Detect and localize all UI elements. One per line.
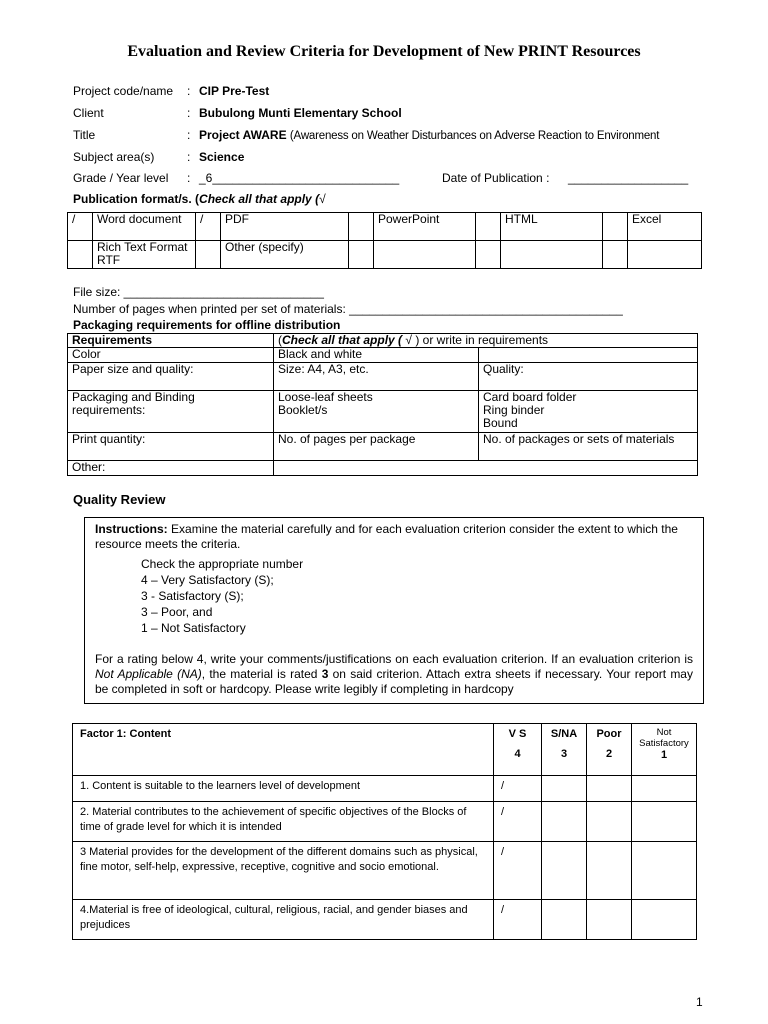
check-cell[interactable] <box>349 213 374 241</box>
checkmark-icon: √ <box>319 192 326 206</box>
check-cell[interactable] <box>603 213 628 241</box>
empty-cell <box>501 241 603 269</box>
req-option[interactable]: Black and white <box>274 348 479 363</box>
colon: : <box>187 171 191 185</box>
checkmark-icon: √ <box>405 333 412 347</box>
instructions-label: Instructions: <box>95 522 168 536</box>
client-value: Bubulong Munti Elementary School <box>199 106 402 120</box>
req-option[interactable]: No. of pages per package <box>274 433 479 461</box>
colon: : <box>187 84 191 98</box>
instructions-paragraph <box>95 522 693 552</box>
check-line: Check the appropriate number <box>141 557 304 571</box>
col-sna <box>542 724 587 776</box>
note-text-b: , the material is rated <box>201 667 318 681</box>
col-ns-number: 1 <box>660 749 668 761</box>
rating-cell-poor[interactable] <box>587 900 632 940</box>
check-cell[interactable]: / <box>68 213 93 241</box>
format-powerpoint: PowerPoint <box>374 213 476 241</box>
rating-cell-vs[interactable]: / <box>494 900 542 940</box>
factor-header: Factor 1: Content <box>73 724 494 776</box>
table-row <box>73 776 697 802</box>
rating-cell-sna[interactable] <box>542 776 587 802</box>
table-row <box>73 900 697 940</box>
header-instructions <box>274 334 698 348</box>
subject-label: Subject area(s) <box>73 150 155 164</box>
date-value: __________________ <box>568 171 689 185</box>
criterion-text: 2. Material contributes to the achievement of specific objectives of the Blocks of time of grade level for which it is intended <box>73 802 494 842</box>
col-poor-number: 2 <box>605 748 613 760</box>
table-row <box>68 334 698 348</box>
req-option[interactable]: Quality: <box>479 363 698 391</box>
table-row <box>73 802 697 842</box>
instructions-text: Examine the material carefully and for each evaluation criterion consider the extent to which the resource meets the criteria. <box>95 522 678 551</box>
req-option[interactable]: Loose-leaf sheets Booklet/s <box>274 391 479 433</box>
check-cell[interactable] <box>349 241 374 269</box>
note-text-a: For a rating below 4, write your comments/justifications on each evaluation criterion. If an evaluation criterion is <box>95 652 693 666</box>
check-cell[interactable]: / <box>196 213 221 241</box>
table-row <box>68 241 702 269</box>
rating-cell-sna[interactable] <box>542 802 587 842</box>
criterion-text: 3 Material provides for the development of the different domains such as physical, fine motor, self-help, expressive, receptive, cognitive and socio emotional. <box>73 842 494 900</box>
rating-cell-sna[interactable] <box>542 842 587 900</box>
factor1-table <box>72 723 697 940</box>
req-label: Color <box>68 348 274 363</box>
project-label: Project code/name <box>73 84 174 98</box>
req-option[interactable]: No. of packages or sets of materials <box>479 433 698 461</box>
title-label: Title <box>73 128 96 142</box>
rating-cell-poor[interactable] <box>587 842 632 900</box>
note-paragraph <box>95 652 693 697</box>
col-vs <box>494 724 542 776</box>
rating-cell-vs[interactable]: / <box>494 802 542 842</box>
table-row <box>68 363 698 391</box>
rating-cell-vs[interactable]: / <box>494 842 542 900</box>
colon: : <box>187 150 191 164</box>
num-pages-field[interactable]: Number of pages when printed per set of materials: _________________________________________ <box>73 302 623 316</box>
scale-item: 4 – Very Satisfactory (S); <box>141 573 274 587</box>
col-sna-label: S/NA <box>550 728 578 740</box>
req-label: Packaging and Binding requirements: <box>68 391 274 433</box>
check-cell[interactable] <box>476 213 501 241</box>
publication-heading-label: Publication format/s. <box>73 192 192 206</box>
scale-item: 3 - Satisfactory (S); <box>141 589 244 603</box>
publication-heading <box>73 192 326 206</box>
title-value-name: Project AWARE <box>199 128 287 142</box>
publication-heading-instruction: Check all that apply ( <box>199 192 320 206</box>
format-other: Other (specify) <box>221 241 349 269</box>
format-pdf: PDF <box>221 213 349 241</box>
table-row <box>68 391 698 433</box>
req-label: Other: <box>68 461 274 476</box>
file-size-field[interactable]: File size: ______________________________ <box>73 285 324 299</box>
check-cell[interactable] <box>68 241 93 269</box>
rating-cell-ns[interactable] <box>632 776 697 802</box>
packaging-table <box>67 333 698 476</box>
colon: : <box>187 128 191 142</box>
col-sna-number: 3 <box>560 748 568 760</box>
instructions-box <box>84 517 704 704</box>
col-poor <box>587 724 632 776</box>
rating-cell-vs[interactable]: / <box>494 776 542 802</box>
note-text-na: Not Applicable (NA) <box>95 667 202 681</box>
header-paren: ( <box>278 333 282 347</box>
col-poor-label: Poor <box>596 728 622 740</box>
col-vs-label: V S <box>508 728 527 740</box>
rating-cell-ns[interactable] <box>632 842 697 900</box>
check-cell[interactable] <box>603 241 628 269</box>
table-row <box>68 433 698 461</box>
req-option[interactable]: Card board folder Ring binder Bound <box>479 391 698 433</box>
project-value: CIP Pre-Test <box>199 84 270 98</box>
packaging-heading: Packaging requirements for offline distribution <box>73 318 341 332</box>
req-label: Print quantity: <box>68 433 274 461</box>
req-label: Paper size and quality: <box>68 363 274 391</box>
empty-cell <box>628 241 702 269</box>
format-excel: Excel <box>628 213 702 241</box>
table-row <box>68 213 702 241</box>
table-row <box>73 724 697 776</box>
document-title: Evaluation and Review Criteria for Development of New PRINT Resources <box>127 43 641 60</box>
publication-format-table <box>67 212 702 269</box>
table-row <box>68 461 698 476</box>
page-number: 1 <box>696 995 703 1009</box>
criterion-text: 1. Content is suitable to the learners level of development <box>73 776 494 802</box>
header-instruction: Check all that apply ( <box>282 333 403 347</box>
subject-value: Science <box>199 150 245 164</box>
format-word: Word document <box>93 213 196 241</box>
client-label: Client <box>73 106 104 120</box>
grade-value: _6____________________________ <box>199 171 400 185</box>
note-text-rating: 3 <box>321 667 329 681</box>
col-ns <box>632 724 697 776</box>
scale-item: 3 – Poor, and <box>141 605 213 619</box>
table-row <box>73 842 697 900</box>
grade-label: Grade / Year level <box>73 171 169 185</box>
note-text-c: on said criterion. Attach extra sheets if necessary. Your report may be completed in soft or hardcopy. Please write legibly if completing in hardcopy <box>95 667 693 696</box>
header-requirements: Requirements <box>68 334 274 348</box>
format-rtf: Rich Text Format RTF <box>93 241 196 269</box>
rating-cell-ns[interactable] <box>632 900 697 940</box>
check-cell[interactable] <box>476 241 501 269</box>
scale-item: 1 – Not Satisfactory <box>141 621 246 635</box>
rating-cell-poor[interactable] <box>587 776 632 802</box>
title-value <box>199 128 659 142</box>
colon: : <box>187 106 191 120</box>
title-value-expansion: (Awareness on Weather Disturbances on Adverse Reaction to Environment <box>289 130 660 142</box>
header-rest: ) or write in requirements <box>415 333 549 347</box>
check-cell[interactable] <box>196 241 221 269</box>
rating-cell-ns[interactable] <box>632 802 697 842</box>
req-option[interactable] <box>274 461 698 476</box>
rating-cell-poor[interactable] <box>587 802 632 842</box>
date-label: Date of Publication : <box>442 171 550 185</box>
table-row <box>68 348 698 363</box>
quality-review-heading: Quality Review <box>73 492 166 507</box>
req-option[interactable]: Size: A4, A3, etc. <box>274 363 479 391</box>
format-html: HTML <box>501 213 603 241</box>
rating-cell-sna[interactable] <box>542 900 587 940</box>
criterion-text: 4.Material is free of ideological, cultural, religious, racial, and gender biases and prejudices <box>73 900 494 940</box>
col-ns-label: Not Satisfactory <box>639 727 689 749</box>
empty-cell <box>374 241 476 269</box>
publication-heading-paren: ( <box>195 192 200 206</box>
req-option[interactable] <box>479 348 698 363</box>
col-vs-number: 4 <box>514 748 521 760</box>
